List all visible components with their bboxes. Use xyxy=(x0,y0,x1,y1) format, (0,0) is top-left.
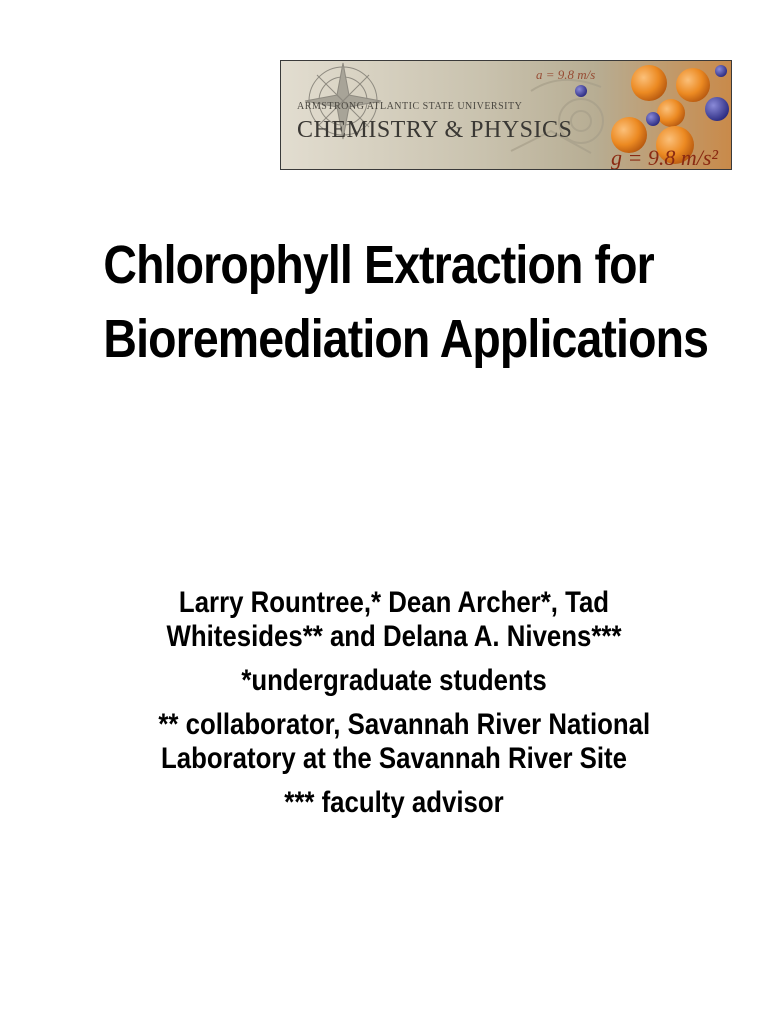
faculty-advisor-note: *** faculty advisor xyxy=(284,786,504,819)
department-banner-logo xyxy=(280,60,732,170)
collaborator-note-line-1: ** collaborator, Savannah River National xyxy=(158,708,651,741)
collaborator-note-line-2: Laboratory at the Savannah River Site xyxy=(161,742,627,775)
authors-line-1: Larry Rountree,* Dean Archer*, Tad xyxy=(178,586,610,619)
undergraduate-note: *undergraduate students xyxy=(241,664,547,697)
author-block xyxy=(158,586,651,820)
page-title xyxy=(103,228,709,376)
title-line-2: Bioremediation Applications xyxy=(103,309,709,369)
svg-text:a = 9.8 m/s: a = 9.8 m/s xyxy=(536,67,596,82)
svg-text:Chemistry & Physics: Chemistry & Physics xyxy=(297,117,573,143)
title-line-1: Chlorophyll Extraction for xyxy=(103,235,654,295)
svg-text:g = 9.8 m/s²: g = 9.8 m/s² xyxy=(611,145,719,169)
svg-text:Armstrong Atlantic State Unive: Armstrong Atlantic State University xyxy=(297,101,523,112)
authors-line-2: Whitesides** and Delana A. Nivens*** xyxy=(166,620,622,653)
